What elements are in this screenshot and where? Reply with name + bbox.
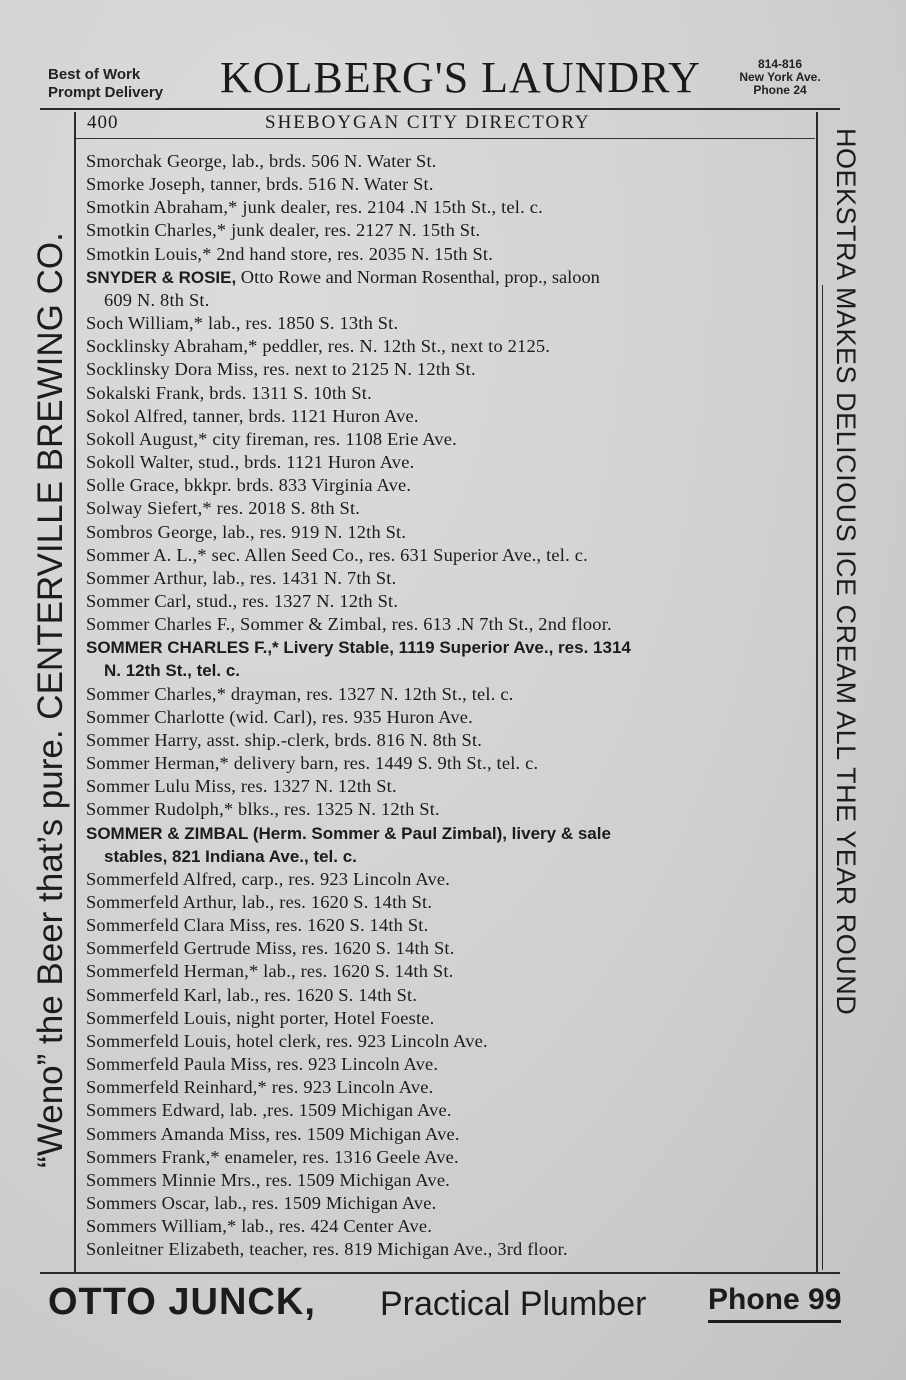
top-rule [40, 108, 840, 110]
bottom-advertisement [48, 1278, 858, 1328]
bottom-rule [40, 1272, 840, 1274]
directory-entry: Sommerfeld Alfred, carp., res. 923 Lincoln Ave. [86, 868, 451, 889]
directory-entry: Sommerfeld Louis, night porter, Hotel Foeste. [86, 1007, 435, 1028]
directory-entry: Sommerfeld Karl, lab., res. 1620 S. 14th St. [86, 984, 418, 1005]
directory-entry: Sommer Carl, stud., res. 1327 N. 12th St. [86, 590, 399, 611]
directory-entry: Sommerfeld Herman,* lab., res. 1620 S. 14th St. [86, 961, 454, 982]
header-rule [75, 138, 815, 139]
top-advertisement [40, 52, 840, 108]
top-ad-address [715, 58, 845, 97]
directory-entry: Sommerfeld Gertrude Miss, res. 1620 S. 14th St. [86, 938, 455, 959]
directory-entry: Sommer Charles F., Sommer & Zimbal, res. 613 .N 7th St., 2nd floor. [86, 614, 612, 635]
right-side-advertisement: HOEKSTRA MAKES DELICIOUS ICE CREAM ALL THE YEAR ROUND [831, 128, 861, 1016]
directory-entry: Smotkin Charles,* junk dealer, res. 2127 N. 15th St. [86, 220, 481, 241]
directory-entry: Sommer Lulu Miss, res. 1327 N. 12th St. [86, 776, 397, 797]
directory-entry: Sommer Harry, asst. ship.-clerk, brds. 816 N. 8th St. [86, 729, 483, 750]
directory-entry: Socklinsky Abraham,* peddler, res. N. 12th St., next to 2125. [86, 336, 551, 357]
directory-entry: Sommers Minnie Mrs., res. 1509 Michigan Ave. [86, 1169, 450, 1190]
directory-entry: Smotkin Abraham,* junk dealer, res. 2104 .N 15th St., tel. c. [86, 197, 543, 218]
top-ad-address-line1: 814-816 [757, 57, 803, 71]
directory-entry-continuation: N. 12th St., tel. c. [104, 661, 241, 681]
directory-entry-business: SOMMER CHARLES F.,* Livery Stable, 1119 Superior Ave., res. 1314 [86, 638, 631, 658]
directory-entry: Sommers Edward, lab. ,res. 1509 Michigan Ave. [86, 1100, 452, 1121]
top-ad-slogan-line1: Best of Work [48, 66, 141, 83]
directory-entry: Sommerfeld Louis, hotel clerk, res. 923 Lincoln Ave. [86, 1030, 488, 1051]
directory-entry: Solway Siefert,* res. 2018 S. 8th St. [86, 498, 361, 519]
top-ad-business-name: KOLBERG'S LAUNDRY [220, 53, 701, 102]
right-inner-line [822, 285, 823, 1270]
directory-entry: Solle Grace, bkkpr. brds. 833 Virginia Ave. [86, 475, 412, 496]
directory-entry: Sommer Charlotte (wid. Carl), res. 935 Huron Ave. [86, 706, 473, 727]
bottom-ad-phone: Phone 99 [708, 1280, 841, 1323]
directory-entry: Smorke Joseph, tanner, brds. 516 N. Water St. [86, 174, 434, 195]
top-ad-slogan-line2: Prompt Delivery [48, 84, 164, 101]
business-name: SNYDER & ROSIE, [86, 267, 237, 287]
directory-entry-continuation: stables, 821 Indiana Ave., tel. c. [104, 846, 357, 866]
bottom-ad-name: OTTO JUNCK, [48, 1281, 316, 1323]
top-ad-address-line2: New York Ave. [739, 70, 821, 84]
directory-entry-business [86, 266, 818, 289]
directory-entry: Smotkin Louis,* 2nd hand store, res. 2035 N. 15th St. [86, 243, 494, 264]
business-details: Otto Rowe and Norman Rosenthal, prop., saloon [236, 266, 600, 287]
directory-entry: Sommer Arthur, lab., res. 1431 N. 7th St. [86, 567, 397, 588]
directory-entry: Sokoll Walter, stud., brds. 1121 Huron Ave. [86, 452, 415, 473]
directory-entry: Sokoll August,* city fireman, res. 1108 Erie Ave. [86, 428, 457, 449]
directory-entry: Smorchak George, lab., brds. 506 N. Water St. [86, 151, 437, 171]
directory-entry: Sombros George, lab., res. 919 N. 12th St. [86, 521, 407, 542]
directory-entry: Socklinsky Dora Miss, res. next to 2125 N. 12th St. [86, 359, 476, 380]
directory-entry: Sommerfeld Arthur, lab., res. 1620 S. 14th St. [86, 892, 433, 912]
directory-entry: Sommerfeld Clara Miss, res. 1620 S. 14th St. [86, 915, 429, 936]
page-header [75, 112, 817, 138]
directory-entry: Sommers Oscar, lab., res. 1509 Michigan Ave. [86, 1193, 437, 1214]
bottom-ad-trade: Practical Plumber [380, 1285, 647, 1323]
directory-entry: Sommer Herman,* delivery barn, res. 1449 S. 9th St., tel. c. [86, 753, 539, 774]
top-ad-address-line3: Phone 24 [753, 83, 807, 97]
directory-entry: Sokalski Frank, brds. 1311 S. 10th St. [86, 382, 372, 403]
directory-entry: Soch William,* lab., res. 1850 S. 13th St. [86, 313, 399, 334]
directory-entry-continuation: 609 N. 8th St. [104, 289, 210, 310]
directory-entry: Sonleitner Elizabeth, teacher, res. 819 Michigan Ave., 3rd floor. [86, 1239, 568, 1260]
directory-entry-business: SOMMER & ZIMBAL (Herm. Sommer & Paul Zimbal), livery & sale [86, 823, 611, 843]
top-ad-slogan [48, 66, 163, 102]
directory-entry: Sommer A. L.,* sec. Allen Seed Co., res. 631 Superior Ave., tel. c. [86, 544, 588, 565]
directory-entry: Sommers Frank,* enameler, res. 1316 Geele Ave. [86, 1146, 459, 1167]
directory-entry: Sommer Charles,* drayman, res. 1327 N. 12th St., tel. c. [86, 683, 514, 704]
directory-entry: Sokol Alfred, tanner, brds. 1121 Huron Ave. [86, 405, 419, 426]
directory-entry: Sommers Amanda Miss, res. 1509 Michigan Ave. [86, 1123, 460, 1144]
directory-entry: Sommerfeld Reinhard,* res. 923 Lincoln Ave. [86, 1077, 434, 1098]
directory-entries [86, 150, 818, 1262]
left-side-advertisement: “Weno” the Beer that’s pure. CENTERVILLE BREWING CO. [31, 232, 70, 1168]
page-number: 400 [87, 112, 119, 133]
page-title: SHEBOYGAN CITY DIRECTORY [265, 112, 591, 133]
directory-entry: Sommers William,* lab., res. 424 Center Ave. [86, 1216, 433, 1237]
directory-entry: Sommerfeld Paula Miss, res. 923 Lincoln Ave. [86, 1054, 439, 1075]
directory-entry: Sommer Rudolph,* blks., res. 1325 N. 12th St. [86, 799, 440, 820]
